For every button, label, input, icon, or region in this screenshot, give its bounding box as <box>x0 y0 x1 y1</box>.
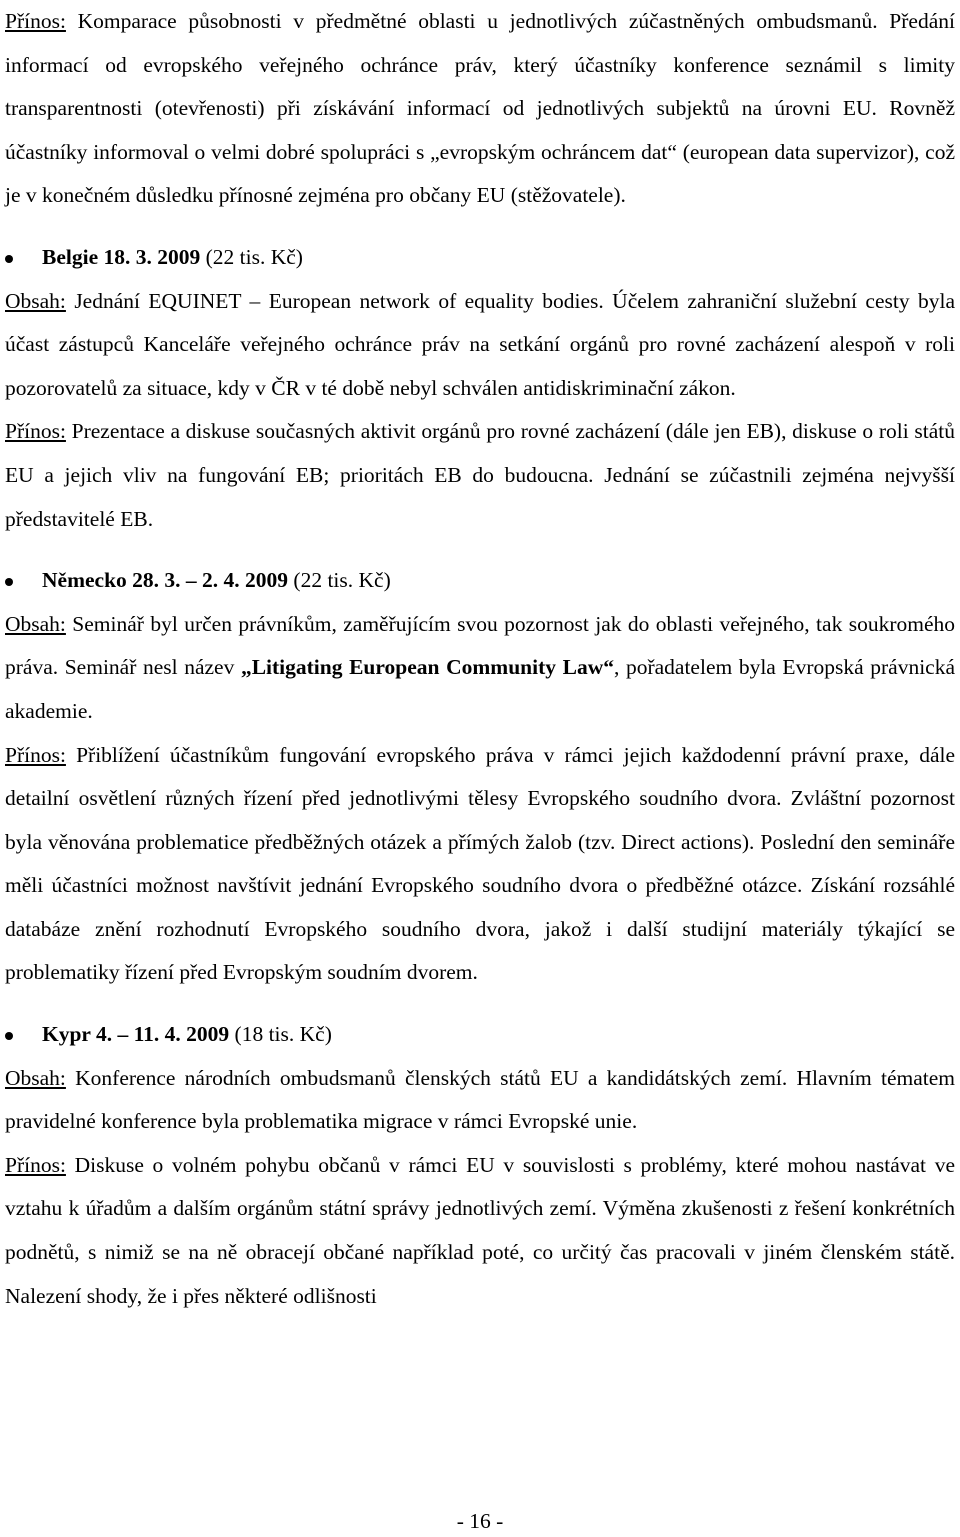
content-label: Obsah: <box>5 1065 66 1090</box>
content-label: Obsah: <box>5 288 66 313</box>
seminar-name: „Litigating European Community Law“ <box>240 655 614 680</box>
bullet-icon <box>5 578 13 586</box>
benefit-label: Přínos: <box>5 419 66 444</box>
benefit-paragraph <box>5 410 955 541</box>
intro-benefit-paragraph <box>5 0 955 218</box>
bullet-icon <box>5 255 13 263</box>
content-label: Obsah: <box>5 611 66 636</box>
section-title: Kypr 4. – 11. 4. 2009 <box>42 1022 230 1047</box>
content-text: Jednání EQUINET – European network of equality bodies. Účelem zahraniční služební cesty byla účast zástupců Kanceláře veřejného ochránce práv na setkání orgánů pro rovné zacházení alespoň v roli pozorovatelů za situace, kdy v ČR v té době nebyl schválen antidiskriminační zákon. <box>5 288 955 400</box>
content-paragraph <box>5 280 955 411</box>
section-heading-belgie <box>5 236 955 280</box>
benefit-label: Přínos: <box>5 1152 66 1177</box>
content-text: Seminář byl určen právníkům, zaměřujícím svou pozornost jak do oblasti veřejného, tak soukromého práva. Seminář nesl název <box>5 611 955 680</box>
benefit-paragraph <box>5 734 955 996</box>
content-paragraph <box>5 1057 955 1144</box>
content-text: , pořadatelem byla Evropská právnická akademie. <box>5 655 956 723</box>
benefit-text: Přiblížení účastníkům fungování evropského práva v rámci jejich každodenní právní praxe, dále detailní osvětlení různých řízení před jednotlivými tělesy Evropského soudního dvora. Zvláštní pozornost byla věnována problematice předběžných otázek a přímých žalob (tzv. Direct actions). Poslední den semináře měli účastníci možnost navštívit jednání Evropského soudního dvora o předběžné otázce. Získání rozsáhlé databáze znění rozhodnutí Evropského soudního dvora, jakož i další studijní materiály týkající se problematiky řízení před Evropským soudním dvorem. <box>5 742 955 985</box>
section-title: Německo 28. 3. – 2. 4. 2009 <box>42 568 289 593</box>
benefit-paragraph <box>5 1144 955 1318</box>
benefit-label: Přínos: <box>5 9 66 33</box>
content-paragraph <box>5 603 955 734</box>
section-cost: (22 tis. Kč) <box>288 568 391 593</box>
section-heading-kypr <box>5 1013 955 1057</box>
benefit-text: Prezentace a diskuse současných aktivit orgánů pro rovné zacházení (dále jen EB), diskuse o roli států EU a jejich vliv na fungování EB; prioritách EB do budoucna. Jednání se zúčastnili zejména nejvyšší představitelé EB. <box>5 419 955 531</box>
benefit-text: Diskuse o volném pohybu občanů v rámci EU v souvislosti s problémy, které mohou nastávat ve vztahu k úřadům a dalším orgánům státní správy jednotlivých zemí. Výměna zkušenosti z řešení konkrétních podnětů, s nimiž se na ně obracejí občané například poté, co určitý čas pracovali v jiném členském státě. Nalezení shody, že i přes některé odlišnosti <box>5 1152 955 1308</box>
section-title: Belgie 18. 3. 2009 <box>42 244 201 269</box>
benefit-text: Komparace působnosti v předmětné oblasti u jednotlivých zúčastněných ombudsmanů. Předání informací od evropského veřejného ochránce práv, který účastníky konference seznámil s limity transparentnosti (otevřenosti) při získávání informací od jednotlivých subjektů na úrovni EU. Rovněž účastníky informoval o velmi dobré spolupráci s „evropským ochráncem dat“ (european data supervizor), což je v konečném důsledku přínosné zejména pro občany EU (stěžovatele). <box>5 9 955 208</box>
content-text: Konference národních ombudsmanů členských států EU a kandidátských zemí. Hlavním tématem pravidelné konference byla problematika migrace v rámci Evropské unie. <box>5 1065 955 1134</box>
benefit-label: Přínos: <box>5 742 66 767</box>
bullet-icon <box>5 1032 13 1040</box>
document-page <box>5 0 955 1537</box>
section-cost: (18 tis. Kč) <box>229 1022 332 1047</box>
section-cost: (22 tis. Kč) <box>200 244 303 269</box>
section-heading-nemecko <box>5 559 955 603</box>
page-number: - 16 - <box>456 1509 504 1533</box>
